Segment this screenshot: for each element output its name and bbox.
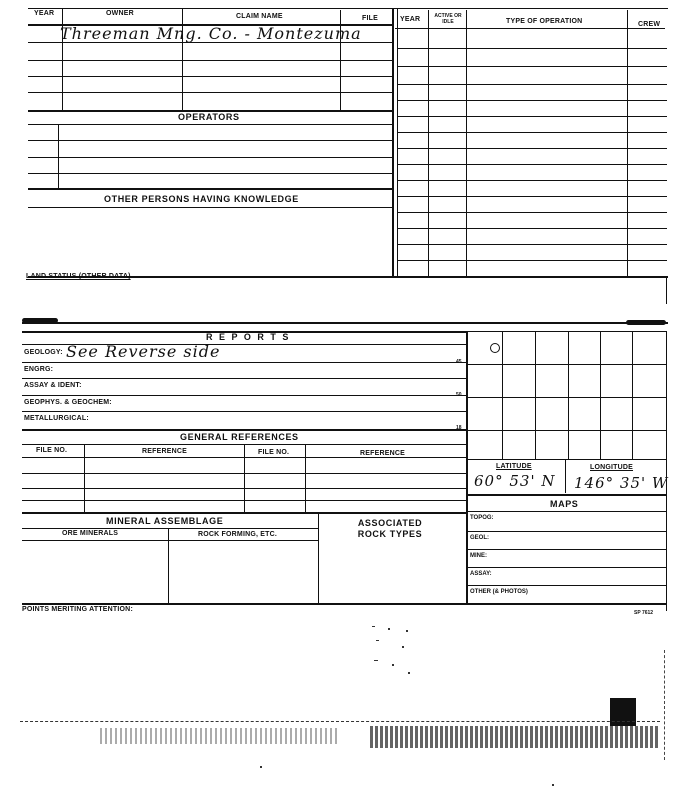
reports-heading: R E P O R T S: [206, 332, 291, 342]
rock-types-heading: ROCK TYPES: [357, 529, 423, 539]
rule: [22, 378, 466, 379]
scan-speck: [260, 766, 262, 768]
rule: [28, 124, 392, 125]
rule: [397, 132, 667, 133]
location-marker-icon: [490, 343, 500, 353]
rule: [28, 188, 392, 190]
rule: [666, 276, 667, 304]
rule: [397, 100, 667, 101]
col-type-label: TYPE OF OPERATION: [506, 18, 583, 25]
rule: [392, 8, 394, 276]
scan-noise: [370, 726, 660, 748]
rule: [22, 322, 668, 324]
reference-header-1: REFERENCE: [142, 448, 187, 455]
rule: [244, 444, 245, 512]
rule: [466, 331, 468, 603]
rule: [22, 411, 466, 412]
engrg-label: ENGRG:: [24, 366, 54, 373]
rule: [397, 180, 667, 181]
col-year2-label: YEAR: [400, 16, 421, 23]
longitude-value: 146° 35' W: [574, 474, 669, 492]
rule: [466, 10, 467, 276]
rule: [466, 603, 666, 605]
rock-forming-header: ROCK FORMING, ETC.: [198, 531, 278, 538]
rule: [305, 444, 306, 512]
other-persons-heading: OTHER PERSONS HAVING KNOWLEDGE: [104, 194, 299, 204]
rule: [22, 362, 466, 363]
metallurgical-label: METALLURGICAL:: [24, 415, 89, 422]
longitude-label: LONGITUDE: [590, 464, 634, 471]
owner-handwritten-entry: Threeman Mng. Co. - Montezuma: [60, 24, 362, 43]
col-active-label: ACTIVE OR IDLE: [434, 13, 462, 25]
rule: [28, 8, 668, 9]
rule: [28, 76, 392, 77]
scan-noise: [100, 728, 340, 744]
rule: [62, 26, 63, 110]
col-crew-label: CREW: [638, 21, 661, 28]
rule: [535, 331, 536, 459]
col-file-label: FILE: [362, 15, 378, 22]
maps-other-label: OTHER (& PHOTOS): [470, 589, 528, 595]
page-number-45: 45: [456, 359, 462, 365]
rule: [397, 212, 667, 213]
rule: [397, 196, 667, 197]
rule: [466, 549, 666, 550]
land-status-label: LAND STATUS (OTHER DATA): [26, 273, 131, 280]
scan-edge-line: [664, 650, 665, 760]
rule: [28, 42, 392, 43]
rule: [182, 26, 183, 110]
geology-label: GEOLOGY:: [24, 349, 63, 356]
rule: [627, 10, 628, 276]
ore-minerals-header: ORE MINERALS: [62, 530, 119, 537]
rule: [428, 10, 429, 276]
col-claim-name-label: CLAIM NAME: [236, 13, 283, 20]
rule: [466, 585, 666, 586]
maps-geol-label: GEOL:: [470, 535, 489, 541]
rule: [466, 364, 666, 365]
rule: [466, 567, 666, 568]
form-number: SP 7612: [634, 610, 654, 616]
rule: [397, 260, 667, 261]
rule: [397, 84, 667, 85]
rule: [22, 528, 318, 529]
file-no-header-1: FILE NO.: [36, 447, 68, 454]
rule: [28, 140, 392, 141]
rule: [565, 459, 566, 493]
scan-speck: [552, 784, 554, 786]
rule: [28, 92, 392, 93]
rule: [62, 8, 63, 24]
rule: [397, 48, 667, 49]
rule: [466, 511, 666, 512]
rule: [397, 164, 667, 165]
associated-heading: ASSOCIATED: [357, 518, 423, 528]
scan-edge-line: [20, 721, 660, 722]
rule: [84, 444, 85, 512]
rule: [502, 331, 503, 459]
col-owner-label: OWNER: [106, 10, 134, 17]
rule: [397, 228, 667, 229]
rule: [632, 331, 633, 459]
rule: [397, 148, 667, 149]
maps-assay-label: ASSAY:: [470, 571, 492, 577]
rule: [600, 331, 601, 459]
rule: [466, 459, 666, 460]
file-no-header-2: FILE NO.: [258, 449, 290, 456]
rule: [318, 512, 319, 603]
rule: [397, 116, 667, 117]
rule: [666, 331, 667, 611]
rule: [466, 430, 666, 431]
mineral-assemblage-heading: MINERAL ASSEMBLAGE: [106, 516, 224, 526]
rule: [466, 331, 666, 332]
geophys-label: GEOPHYS. & GEOCHEM:: [24, 399, 112, 406]
latitude-value: 60° 53' N: [474, 472, 556, 490]
rule: [395, 28, 665, 29]
latitude-label: LATITUDE: [496, 463, 532, 470]
rule: [22, 540, 318, 541]
assay-label: ASSAY & IDENT:: [24, 382, 82, 389]
rule: [397, 66, 667, 67]
rule: [22, 429, 466, 431]
rule: [22, 512, 466, 514]
rule: [466, 397, 666, 398]
rule: [168, 528, 169, 603]
rule: [28, 157, 392, 158]
operators-heading: OPERATORS: [178, 112, 240, 122]
geology-handwritten-entry: See Reverse side: [66, 342, 221, 361]
rule: [28, 207, 392, 208]
rule: [22, 603, 466, 605]
points-meriting-attention-label: POINTS MERITING ATTENTION:: [22, 606, 133, 613]
maps-topog-label: TOPOG:: [470, 515, 494, 521]
rule: [466, 531, 666, 532]
rule: [28, 60, 392, 61]
rule: [182, 8, 183, 24]
page-number-50: 50: [456, 392, 462, 398]
reference-header-2: REFERENCE: [360, 450, 405, 457]
maps-mine-label: MINE:: [470, 553, 487, 559]
rule: [28, 173, 392, 174]
rule: [22, 395, 466, 396]
maps-heading: MAPS: [550, 499, 579, 509]
rule: [397, 244, 667, 245]
col-year-label: YEAR: [34, 10, 55, 17]
page-number-18: 18: [456, 425, 462, 431]
scan-specks: [372, 626, 412, 686]
general-references-heading: GENERAL REFERENCES: [180, 432, 299, 442]
rule: [58, 124, 59, 188]
rule: [568, 331, 569, 459]
rule: [466, 494, 666, 496]
